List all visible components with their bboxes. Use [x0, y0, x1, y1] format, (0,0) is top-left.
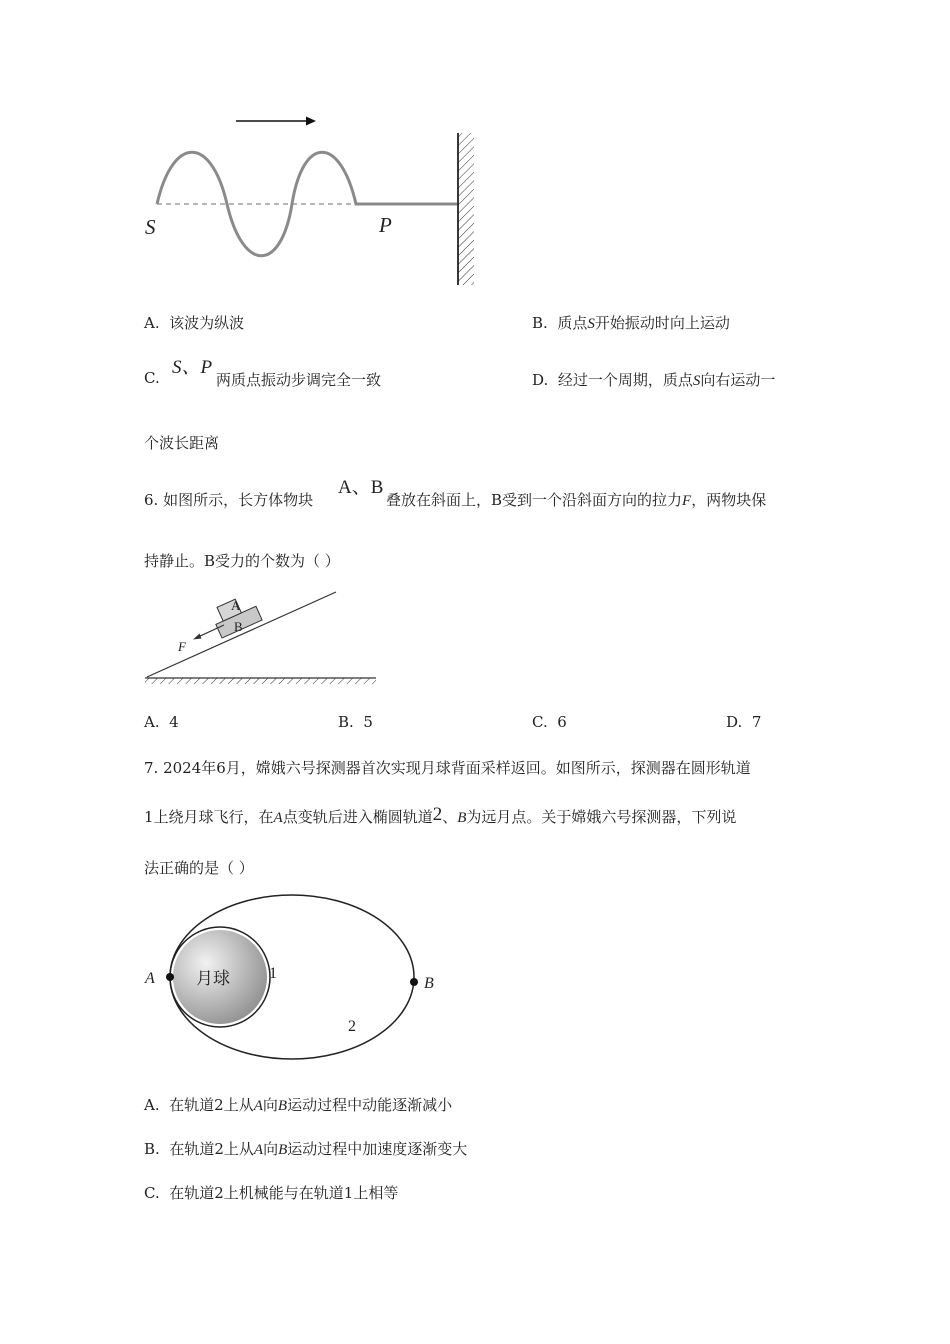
label-s: S: [145, 215, 156, 239]
q6-option-c[interactable]: C. 6: [532, 713, 567, 731]
orbit-2-label: 2: [348, 1018, 356, 1035]
q7-option-a[interactable]: A. 在轨道2上从A向B运动过程中动能逐渐减小: [144, 1096, 453, 1114]
point-b-dot: [410, 978, 418, 986]
q5-option-c-math: S、P: [172, 357, 213, 378]
arrow-head-icon: [306, 117, 316, 126]
point-b-label: B: [424, 975, 434, 992]
var-s: S: [587, 316, 595, 332]
point-a-label: A: [145, 970, 155, 987]
moon-label: 月球: [196, 969, 230, 989]
orbit-number: 2: [432, 804, 443, 825]
label-p: P: [379, 213, 392, 237]
incline-figure: [140, 585, 385, 690]
q6-option-d[interactable]: D. 7: [726, 713, 762, 731]
orbit-figure: [135, 890, 445, 1070]
q6-line1-rest: 叠放在斜面上，B受到一个沿斜面方向的拉力F，两物块保: [386, 491, 767, 509]
q7-line3: 法正确的是（ ）: [144, 859, 254, 877]
q6-line2: 持静止。B受力的个数为（ ）: [144, 552, 340, 570]
q7-line2: 1上绕月球飞行，在A点变轨后进入椭圆轨道2、B为远月点。关于嫦娥六号探测器，下列说: [144, 804, 737, 826]
q6-option-a[interactable]: A. 4: [144, 713, 179, 731]
point-a-dot: [166, 973, 174, 981]
option-text: 该波为纵波: [169, 314, 245, 332]
q5-option-d[interactable]: D. 经过一个周期，质点S向右运动一: [532, 371, 776, 389]
option-prefix: D.: [532, 371, 549, 389]
var-a: A: [273, 810, 283, 826]
var-b: B: [457, 810, 467, 826]
q5-option-d-continued: 个波长距离: [144, 434, 220, 452]
ground-hatch: [145, 678, 376, 684]
option-prefix: A.: [144, 314, 160, 332]
incline-surface: [147, 592, 336, 677]
orbit-1-label: 1: [269, 965, 277, 982]
force-label: F: [178, 639, 186, 654]
q7-line1: 7. 2024年6月，嫦娥六号探测器首次实现月球背面采样返回。如图所示，探测器在圆形轨道: [144, 759, 751, 777]
q5-option-c-text: 两质点振动步调完全一致: [216, 371, 382, 389]
q6-option-b[interactable]: B. 5: [338, 713, 373, 731]
option-prefix: B.: [532, 314, 548, 332]
q5-option-a[interactable]: [144, 312, 244, 333]
block-b-label: B: [234, 619, 243, 634]
q7-option-c[interactable]: C. 在轨道2上机械能与在轨道1上相等: [144, 1184, 399, 1202]
wall-hatch: [458, 133, 474, 285]
wave-figure: [130, 100, 490, 295]
q6-line1-math: A、B: [338, 477, 384, 498]
q6-line1-pre: 6. 如图所示，长方体物块: [144, 491, 314, 509]
q5-option-b[interactable]: B. 质点S开始振动时向上运动: [532, 314, 730, 332]
force-arrow-head-icon: [193, 634, 202, 640]
var-s: S: [692, 373, 701, 389]
var-f: F: [682, 493, 692, 509]
q7-option-b[interactable]: B. 在轨道2上从A向B运动过程中加速度逐渐变大: [144, 1140, 468, 1158]
q5-option-c-prefix[interactable]: C.: [144, 369, 160, 387]
block-a-label: A: [231, 598, 241, 613]
